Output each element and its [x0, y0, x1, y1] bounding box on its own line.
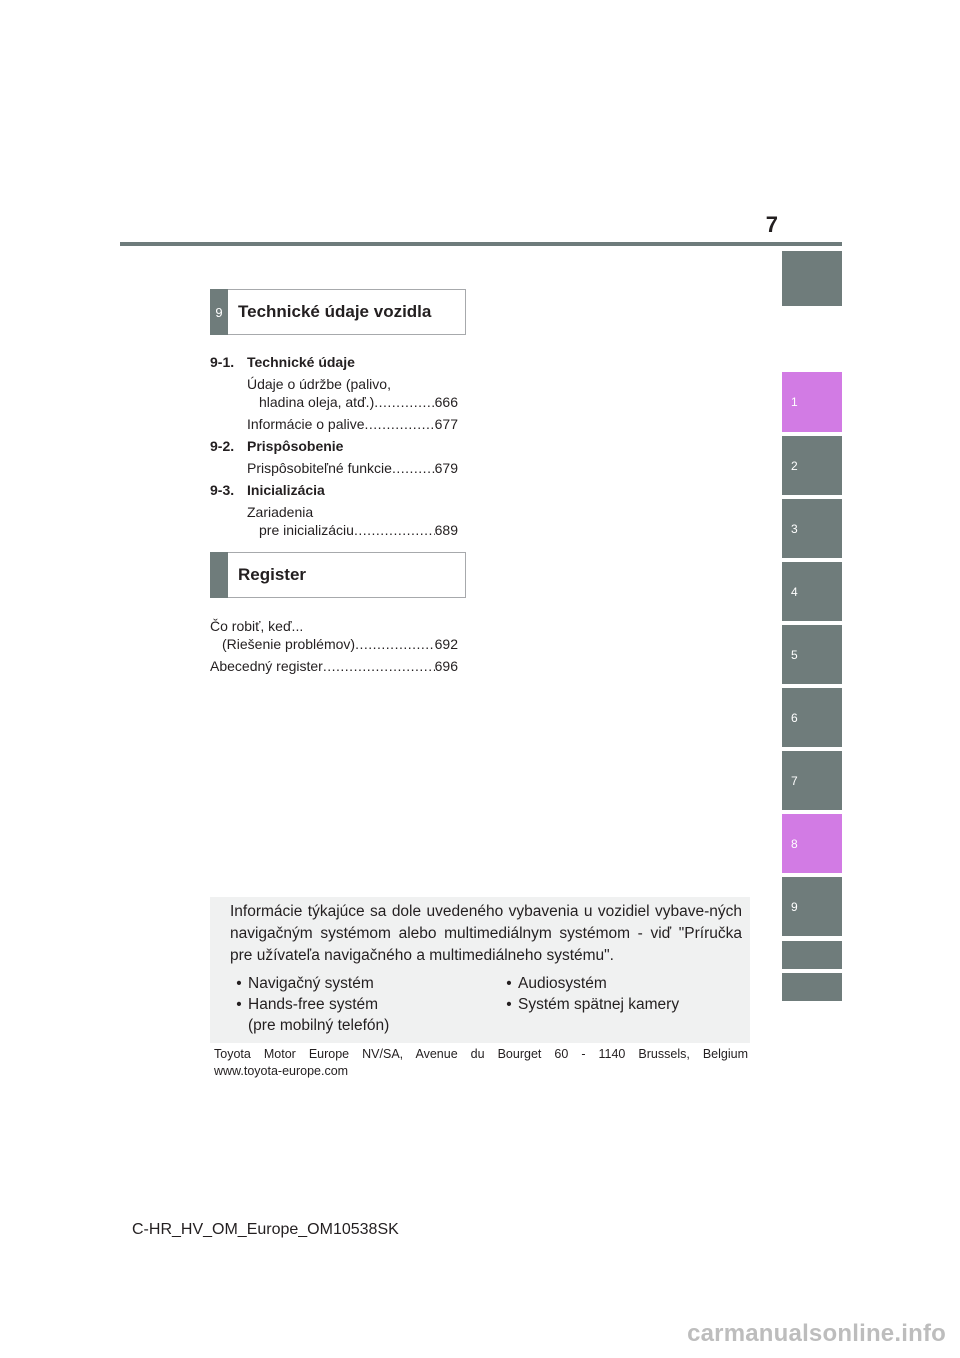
entry-text-line1: Údaje o údržbe (palivo,	[247, 376, 391, 392]
info-text: Informácie týkajúce sa dole uvedeného vybavenia u vozidiel vybave-ných navigačným systémom alebo multimediálnym systémom - viď "Príručka pre užívateľa navigačného a multimediálneho systému".	[230, 903, 742, 964]
chapter-title: Inicializácia	[247, 482, 325, 498]
side-tab-7[interactable]	[782, 751, 842, 810]
side-tab-label: 9	[791, 899, 798, 914]
header-rule	[120, 242, 842, 246]
bullet-item	[230, 973, 389, 994]
toc-entry[interactable]	[210, 375, 458, 411]
side-tab-5[interactable]	[782, 625, 842, 684]
chapter-title: Prispôsobenie	[247, 438, 344, 454]
section-title: Register	[238, 565, 307, 584]
entry-text-line2: (Riešenie problémov)	[222, 636, 356, 652]
entry-page: 689	[434, 522, 458, 538]
entry-text-line1: Čo robiť, keď...	[210, 618, 304, 634]
bullet-text: Systém spätnej kamery	[518, 996, 680, 1013]
entry-page: 692	[434, 636, 458, 652]
chapter-title: Technické údaje	[247, 354, 355, 370]
side-tab-6[interactable]	[782, 688, 842, 747]
toc-register	[210, 617, 458, 679]
bullet-text: Hands-free systém	[248, 996, 379, 1013]
side-tab-label: 3	[791, 521, 798, 536]
bullet-symbol: •	[236, 975, 242, 992]
entry-page: 679	[434, 460, 458, 476]
entry-text: Prispôsobiteľné funkcie	[247, 460, 392, 476]
toc-entry[interactable]	[210, 657, 458, 675]
leader-dots	[392, 459, 435, 477]
side-tab-8[interactable]	[782, 814, 842, 873]
side-tab-label: 5	[791, 647, 798, 662]
bullet-item	[500, 994, 679, 1015]
watermark: carmanualsonline.info	[687, 1320, 946, 1347]
side-tab-label: 8	[791, 836, 798, 851]
side-tab-label: 6	[791, 710, 798, 725]
bullet-continuation: (pre mobilný telefón)	[248, 1017, 390, 1034]
publisher-website[interactable]: www.toyota-europe.com	[214, 1064, 349, 1078]
side-tab-2[interactable]	[782, 436, 842, 495]
entry-text-line1: Zariadenia	[247, 504, 314, 520]
toc-chapter[interactable]	[210, 353, 458, 371]
leader-dots	[323, 657, 435, 675]
bullet-symbol: •	[506, 996, 512, 1013]
leader-dots	[374, 393, 434, 411]
entry-page: 696	[434, 658, 458, 674]
bullet-text: Navigačný systém	[248, 975, 374, 992]
bullet-list-right	[500, 973, 679, 1015]
section-tab-number: 9	[210, 289, 228, 335]
chapter-number: 9-1.	[210, 354, 235, 370]
side-tab-blank[interactable]	[782, 251, 842, 306]
entry-page: 666	[434, 394, 458, 410]
chapter-number: 9-2.	[210, 438, 235, 454]
toc-entry[interactable]	[210, 617, 458, 653]
section-tab-blank	[210, 552, 228, 598]
bullet-item	[500, 973, 679, 994]
toc-chapter[interactable]	[210, 437, 458, 455]
side-tab-label: 4	[791, 584, 798, 599]
toc-entry[interactable]	[210, 503, 458, 539]
entry-text: Abecedný register	[210, 658, 323, 674]
bullet-symbol: •	[236, 996, 242, 1013]
page-number: 7	[765, 212, 778, 237]
side-tab-4[interactable]	[782, 562, 842, 621]
side-tab-blank[interactable]	[782, 973, 842, 1001]
side-tab-9[interactable]	[782, 877, 842, 936]
publisher-info	[214, 1046, 748, 1080]
side-tab-label: 1	[791, 395, 798, 409]
toc-entry[interactable]	[210, 459, 458, 477]
section-header-9	[210, 289, 466, 335]
side-tab-label: 7	[791, 773, 798, 788]
footer-code: C-HR_HV_OM_Europe_OM10538SK	[132, 1221, 399, 1238]
side-tab-blank[interactable]	[782, 941, 842, 969]
bullet-list-left	[230, 973, 389, 1036]
entry-text: Informácie o palive	[247, 416, 365, 432]
side-tab-label: 2	[791, 458, 798, 473]
leader-dots	[355, 635, 435, 653]
bullet-symbol: •	[506, 975, 512, 992]
side-tab-1[interactable]	[782, 372, 842, 432]
entry-text-line2: hladina oleja, atď.)	[259, 394, 375, 410]
toc-section-9	[210, 353, 458, 543]
section-header-register	[210, 552, 466, 598]
entry-page: 677	[434, 416, 458, 432]
leader-dots	[365, 415, 435, 433]
section-title: Technické údaje vozidla	[238, 302, 432, 321]
side-tab-3[interactable]	[782, 499, 842, 558]
publisher-address: Toyota Motor Europe NV/SA, Avenue du Bourget 60 - 1140 Brussels, Belgium	[214, 1047, 748, 1061]
leader-dots	[354, 521, 435, 539]
bullet-text: Audiosystém	[518, 975, 607, 992]
bullet-item	[230, 994, 389, 1015]
info-box	[210, 897, 750, 1043]
toc-chapter[interactable]	[210, 481, 458, 499]
toc-entry[interactable]	[210, 415, 458, 433]
entry-text-line2: pre inicializáciu	[259, 522, 354, 538]
chapter-number: 9-3.	[210, 482, 235, 498]
